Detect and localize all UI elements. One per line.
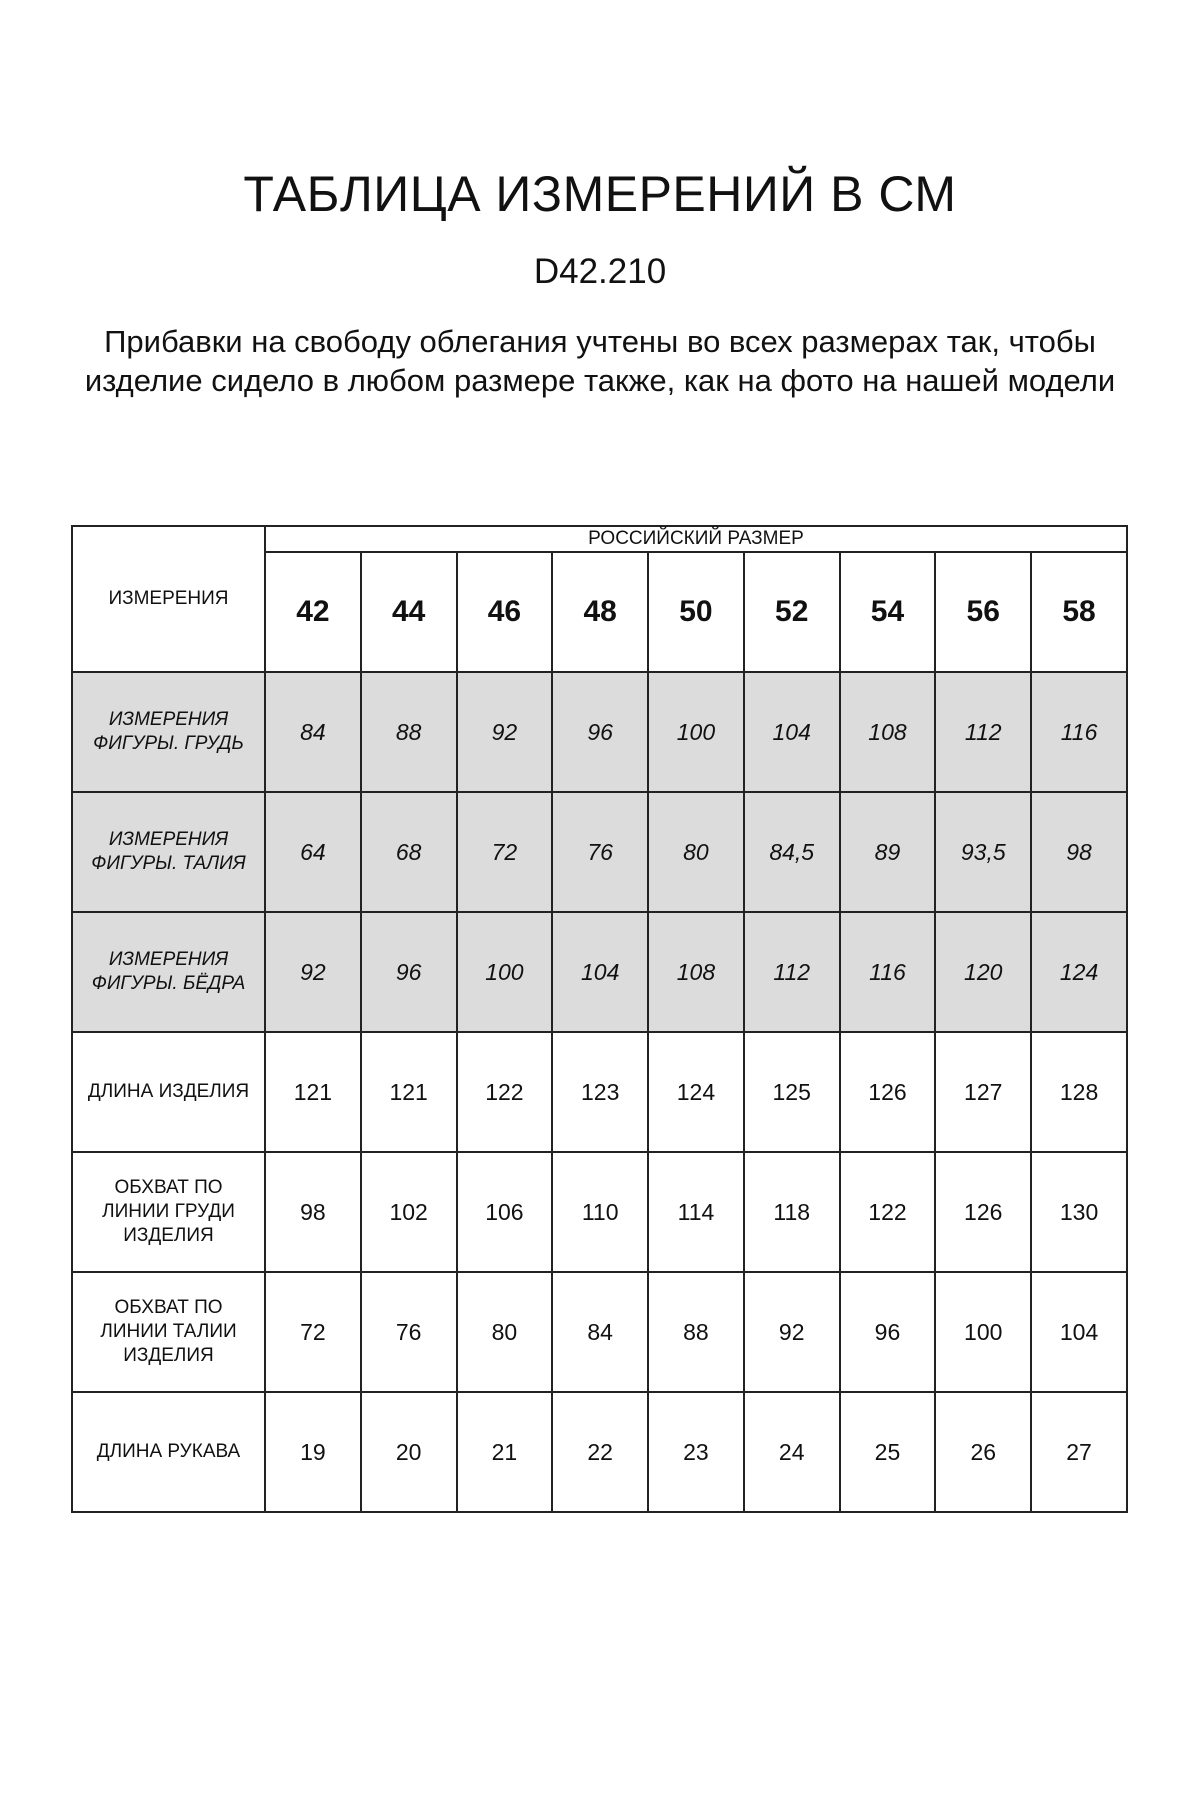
fit-note: Прибавки на свободу облегания учтены во всех размерах так, чтобы изделие сидело в любом размере также, как на фото на нашей модели: [84, 324, 1116, 398]
table-cell: 98: [1031, 792, 1127, 912]
table-row: [72, 912, 1127, 1032]
measurements-header: ИЗМЕРЕНИЯ: [72, 526, 265, 672]
article-code: D42.210: [533, 252, 667, 291]
table-row: [72, 1272, 1127, 1392]
table-cell: 124: [648, 1032, 744, 1152]
table-cell: 72: [457, 792, 553, 912]
table-cell: 23: [648, 1392, 744, 1512]
table-cell: 126: [840, 1032, 936, 1152]
table-cell: 116: [840, 912, 936, 1032]
table-cell: 106: [457, 1152, 553, 1272]
table-cell: 25: [840, 1392, 936, 1512]
table-cell: 96: [361, 912, 457, 1032]
row-label: ИЗМЕРЕНИЯ ФИГУРЫ. БЁДРА: [72, 912, 265, 1032]
table-cell: 20: [361, 1392, 457, 1512]
table-cell: 92: [744, 1272, 840, 1392]
table-cell: 114: [648, 1152, 744, 1272]
table-cell: 72: [265, 1272, 361, 1392]
size-header-cell: 44: [361, 552, 457, 672]
table-cell: 110: [552, 1152, 648, 1272]
table-cell: 104: [744, 672, 840, 792]
table-row: [72, 1032, 1127, 1152]
table-cell: 100: [457, 912, 553, 1032]
table-cell: 92: [265, 912, 361, 1032]
table-cell: 100: [648, 672, 744, 792]
size-group-header: РОССИЙСКИЙ РАЗМЕР: [265, 526, 1127, 552]
table-cell: 96: [840, 1272, 936, 1392]
table-cell: 116: [1031, 672, 1127, 792]
table-cell: 93,5: [935, 792, 1031, 912]
size-header-cell: 50: [648, 552, 744, 672]
table-cell: 126: [935, 1152, 1031, 1272]
table-cell: 92: [457, 672, 553, 792]
size-header-cell: 46: [457, 552, 553, 672]
table-cell: 21: [457, 1392, 553, 1512]
table-cell: 127: [935, 1032, 1031, 1152]
row-label: ДЛИНА РУКАВА: [72, 1392, 265, 1512]
table-cell: 125: [744, 1032, 840, 1152]
table-cell: 120: [935, 912, 1031, 1032]
row-label: ДЛИНА ИЗДЕЛИЯ: [72, 1032, 265, 1152]
table-cell: 26: [935, 1392, 1031, 1512]
table-cell: 112: [935, 672, 1031, 792]
table-cell: 27: [1031, 1392, 1127, 1512]
size-header-cell: 56: [935, 552, 1031, 672]
table-cell: 96: [552, 672, 648, 792]
table-header-row: [72, 526, 1127, 552]
row-label: ИЗМЕРЕНИЯ ФИГУРЫ. ТАЛИЯ: [72, 792, 265, 912]
table-cell: 108: [840, 672, 936, 792]
table-cell: 19: [265, 1392, 361, 1512]
table-cell: 68: [361, 792, 457, 912]
table-cell: 104: [1031, 1272, 1127, 1392]
size-header-cell: 54: [840, 552, 936, 672]
table-row: [72, 1392, 1127, 1512]
table-cell: 84,5: [744, 792, 840, 912]
table-cell: 130: [1031, 1152, 1127, 1272]
size-header-cell: 58: [1031, 552, 1127, 672]
size-table: [71, 525, 1128, 1513]
size-header-cell: 48: [552, 552, 648, 672]
row-label: ОБХВАТ ПО ЛИНИИ ТАЛИИ ИЗДЕЛИЯ: [72, 1272, 265, 1392]
table-cell: 88: [361, 672, 457, 792]
table-cell: 98: [265, 1152, 361, 1272]
table-cell: 100: [935, 1272, 1031, 1392]
size-header-cell: 52: [744, 552, 840, 672]
table-cell: 128: [1031, 1032, 1127, 1152]
table-cell: 102: [361, 1152, 457, 1272]
table-cell: 118: [744, 1152, 840, 1272]
table-cell: 108: [648, 912, 744, 1032]
table-cell: 122: [840, 1152, 936, 1272]
table-cell: 104: [552, 912, 648, 1032]
table-row: [72, 672, 1127, 792]
table-cell: 124: [1031, 912, 1127, 1032]
row-label: ОБХВАТ ПО ЛИНИИ ГРУДИ ИЗДЕЛИЯ: [72, 1152, 265, 1272]
table-row: [72, 792, 1127, 912]
table-cell: 24: [744, 1392, 840, 1512]
table-cell: 64: [265, 792, 361, 912]
table-cell: 80: [457, 1272, 553, 1392]
row-label: ИЗМЕРЕНИЯ ФИГУРЫ. ГРУДЬ: [72, 672, 265, 792]
table-cell: 76: [552, 792, 648, 912]
table-cell: 80: [648, 792, 744, 912]
table-cell: 123: [552, 1032, 648, 1152]
page-title: ТАБЛИЦА ИЗМЕРЕНИЙ В СМ: [243, 166, 957, 222]
table-cell: 84: [265, 672, 361, 792]
table-row: [72, 1152, 1127, 1272]
table-cell: 121: [265, 1032, 361, 1152]
table-cell: 112: [744, 912, 840, 1032]
table-cell: 122: [457, 1032, 553, 1152]
table-cell: 121: [361, 1032, 457, 1152]
size-header-cell: 42: [265, 552, 361, 672]
table-cell: 84: [552, 1272, 648, 1392]
table-cell: 88: [648, 1272, 744, 1392]
table-cell: 89: [840, 792, 936, 912]
table-cell: 22: [552, 1392, 648, 1512]
table-cell: 76: [361, 1272, 457, 1392]
